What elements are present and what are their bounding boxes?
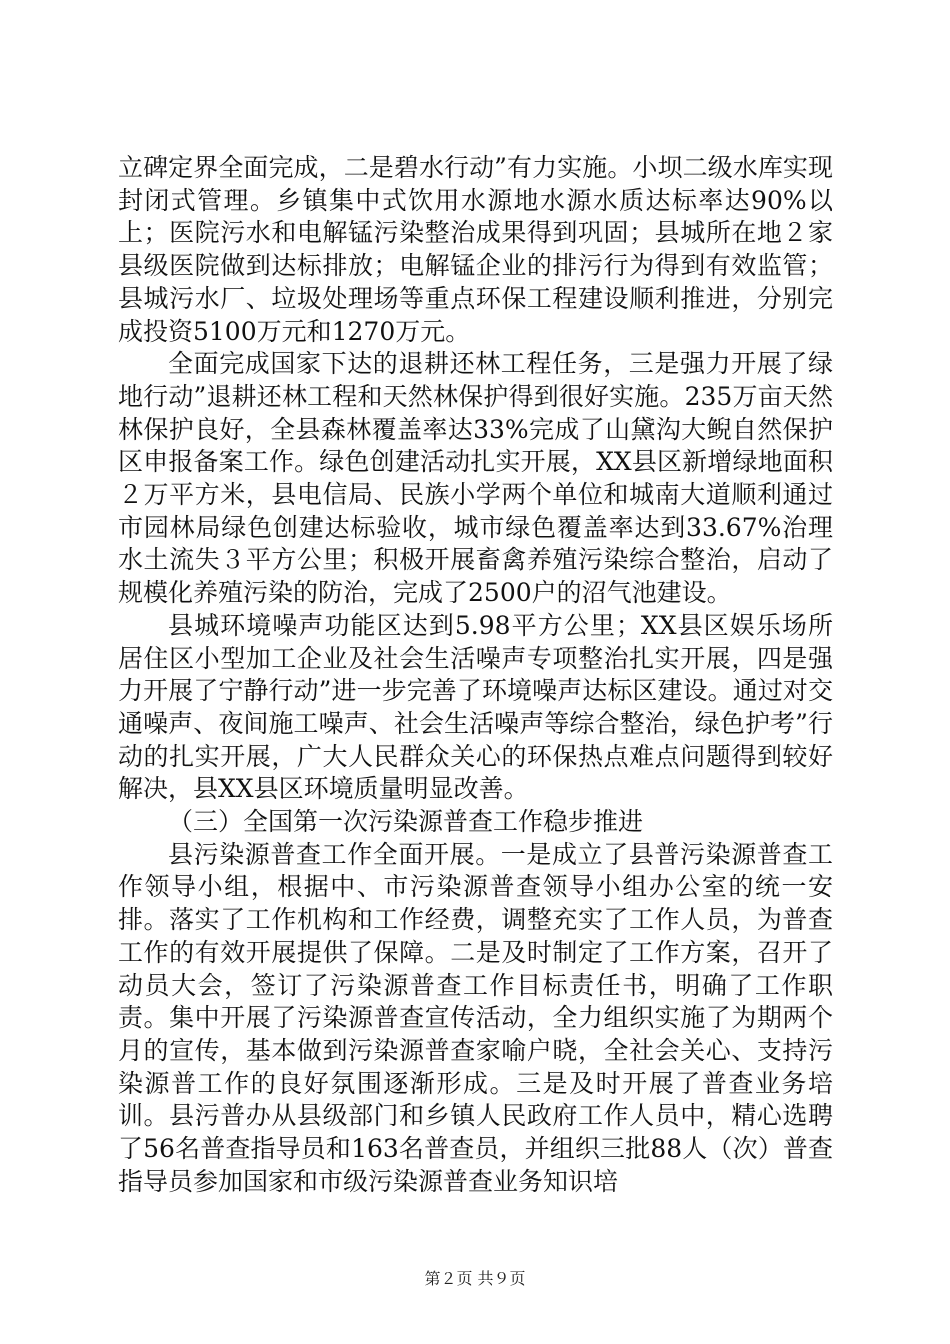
- paragraph: 全面完成国家下达的退耕还林工程任务，三是强力开展了绿地行动”退耕还林工程和天然林保护得到很好实施。235万亩天然林保护良好，全县森林覆盖率达33%完成了山黛沟大鲵自然保护区申报备案工作。绿色创建活动扎实开展，XX县区新增绿地面积２万平方米，县电信局、民族小学两个单位和城南大道顺利通过市园林局绿色创建达标验收，城市绿色覆盖率达到33.67%治理水土流失３平方公里；积极开展畜禽养殖污染综合整治，启动了规模化养殖污染的防治，完成了2500户的沼气池建设。: [118, 349, 833, 608]
- paragraph: 县污染源普查工作全面开展。一是成立了县普污染源普查工作领导小组，根据中、市污染源普查领导小组办公室的统一安排。落实了工作机构和工作经费，调整充实了工作人员，为普查工作的有效开展提供了保障。二是及时制定了工作方案，召开了动员大会，签订了污染源普查工作目标责任书，明确了工作职责。集中开展了污染源普查宣传活动，全力组织实施了为期两个月的宣传，基本做到污染源普查家喻户晓，全社会关心、支持污染源普工作的良好氛围逐渐形成。三是及时开展了普查业务培训。县污普办从县级部门和乡镇人民政府工作人员中，精心选聘了56名普查指导员和163名普查员，并组织三批88人（次）普查指导员参加国家和市级污染源普查业务知识培: [118, 839, 833, 1196]
- paragraph: 县城环境噪声功能区达到5.98平方公里；XX县区娱乐场所居住区小型加工企业及社会生活噪声专项整治扎实开展，四是强力开展了宁静行动”进一步完善了环境噪声达标区建设。通过对交通噪声、夜间施工噪声、社会生活噪声等综合整治，绿色护考”行动的扎实开展，广大人民群众关心的环保热点难点问题得到较好解决，县XX县区环境质量明显改善。: [118, 610, 833, 804]
- section-heading: （三）全国第一次污染源普查工作稳步推进: [168, 807, 644, 837]
- document-body: [118, 152, 833, 1199]
- paragraph: 立碑定界全面完成，二是碧水行动”有力实施。小坝二级水库实现封闭式管理。乡镇集中式饮用水源地水源水质达标率达90%以上；医院污水和电解锰污染整治成果得到巩固；县城所在地２家县级医院做到达标排放；电解锰企业的排污行为得到有效监管；县城污水厂、垃圾处理场等重点环保工程建设顺利推进，分别完成投资5100万元和1270万元。: [118, 153, 833, 346]
- page-number-footer: 第２页 共９页: [424, 1269, 526, 1288]
